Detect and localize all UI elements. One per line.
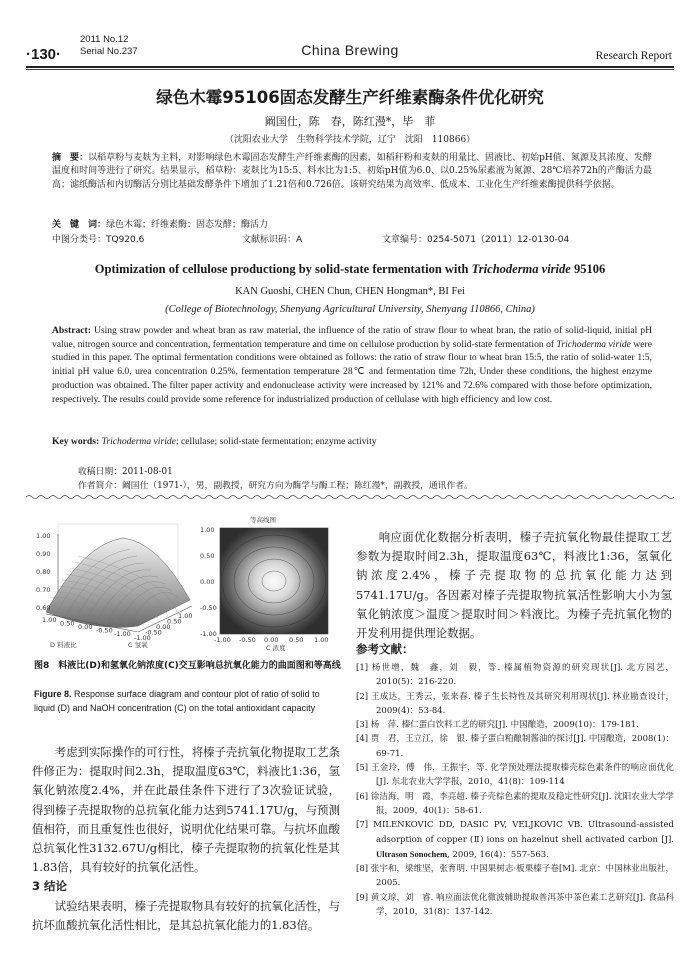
- figure-caption-en-lead: Figure 8.: [34, 689, 72, 699]
- section-label: Research Report: [595, 50, 672, 62]
- surface-c-tick: -1.00: [134, 634, 151, 642]
- figure-caption-en: [34, 688, 342, 715]
- reference-item-7: [356, 818, 674, 862]
- surface-axis-d-label: D 料液比: [50, 641, 77, 649]
- reference-7-tail: , 2009, 16(4)：557-563.: [447, 849, 549, 860]
- surface-y-tick: 1.00: [36, 532, 51, 540]
- author-intro: 作者简介：阚国仕（1971-），男，副教授，研究方向为酶学与酶工程；陈红漫*，副教授，通讯作者。: [78, 481, 473, 491]
- surface-y-tick: 0.60: [36, 604, 51, 612]
- conclusion-paragraph: 试验结果表明，榛子壳提取物具有较好的抗氧化活性，与抗坏血酸抗氧化活性相比，是其总抗氧化能力的1.83倍。: [32, 898, 340, 932]
- reference-item: [9] 黄文琼，刘 睿. 响应面法优化微波辅助提取普洱茶中茶色素工艺研究[J]. 食品科学，2010，31(8)：137-142.: [356, 892, 674, 918]
- authors-en: KAN Guoshi, CHEN Chun, CHEN Hongman*, BI Fei: [235, 286, 465, 297]
- surface-d-tick: 1.00: [42, 616, 57, 624]
- reference-item: [3] 杨 萍. 榛仁蛋白饮料工艺的研究[J]. 中国酿造，2009(10)：179-181.: [356, 720, 639, 731]
- abstract-en-part1: Using straw powder and wheat bran as raw material, the influence of the ratio of straw flour to wheat bran, the ratio of solid-liquid, initial pH value, nitrogen source and concentration, fermentation temperature and time on cellulose production by solid-state fermentation of: [52, 325, 652, 350]
- header-rule-thin: [26, 69, 674, 70]
- document-code: 文献标识码：A: [242, 235, 303, 245]
- surface-y-tick: 0.80: [36, 568, 51, 576]
- issue-number: 2011 No.12: [80, 34, 129, 45]
- title-en-species: Trichoderma viride: [471, 262, 571, 276]
- affiliation-cn: （沈阳农业大学 生物科学技术学院，辽宁 沈阳 110866）: [224, 135, 476, 145]
- references-heading: 参考文献：: [356, 642, 414, 656]
- surface-c-tick: 1.00: [178, 612, 193, 620]
- contour-y-tick: 0.00: [200, 578, 215, 586]
- class-number: 中图分类号：TQ920.6: [52, 235, 145, 245]
- surface-plot: [36, 524, 192, 649]
- reference-7-journal: Ultrason Sonochem: [376, 848, 448, 859]
- abstract-cn-label: 摘 要：: [52, 153, 89, 163]
- reference-item: [6] 徐洁海，明 霞，李亮超. 榛子壳棕色素的提取及稳定性研究[J]. 沈阳农业大学学报，2009，40(1)：58-61.: [356, 791, 674, 816]
- article-number: 文章编号：0254-5071（2011）12-0130-04: [382, 235, 570, 245]
- contour-y-tick: 0.50: [200, 552, 215, 560]
- figure-8: [28, 514, 338, 652]
- keywords-cn-label: 关 键 词：: [52, 220, 107, 230]
- surface-d-tick: 0.00: [78, 623, 93, 631]
- abstract-cn-text: 以稻草粉与麦麸为主料，对影响绿色木霉固态发酵生产纤维素酶的因素，如稻秆粉和麦麸的用量比、固液比、初始pH值、氮源及其浓度、发酵温度和时间等进行了研究。结果显示，稻草粉：麦麸比为15:5、料水比为1:5、初始pH值为6.0、以0.25%尿素液为氮源、28℃培养72h的产酶活力最高；滤纸酶活和内切酶活分别比基础发酵条件下增加了1.21倍和0.726倍。该研究结果为高效率、低成本、工业化生产纤维素酶提供科学依据。: [52, 153, 652, 190]
- reference-list: [356, 661, 674, 919]
- keywords-en-species: Trichoderma viride: [101, 436, 176, 447]
- contour-x-tick: -1.00: [214, 636, 231, 644]
- surface-y-tick: 0.90: [36, 550, 51, 558]
- verification-paragraph: 考虑到实际操作的可行性，将榛子壳抗氧化物提取工艺条件修正为：提取时间2.3h，提取温度63℃，料液比1:36，氢氧化钠浓度2.4%，并在此最佳条件下进行了3次验证试验，得到榛子壳提取物的总抗氧化能力达到5741.17U/g，与预测值相符，而且重复性也很好，说明优化结果可靠。与抗坏血酸总抗氧化性3132.67U/g相比，榛子壳提取物的抗氧化性是其1.83倍，具有较好的抗氧化活性。: [32, 745, 340, 875]
- summary-paragraph: 响应面优化数据分析表明，榛子壳抗氧化物最佳提取工艺参数为提取时间2.3h，提取温度63℃，料液比1:36，氢氧化钠浓度2.4%，榛子壳提取物的总抗氧化能力达到5741.17U/g。各因素对榛子壳提取物抗氧活性影响大小为氢氧化钠浓度＞温度＞提取时间＞料液比。为榛子壳抗氧化物的开发利用提供理论数据。: [356, 530, 672, 641]
- reference-7-text: [7] MILENKOVIC DD, DASIC PV, VELJKOVIC VB. Ultrasound-assisted adsorption of copper (Ⅱ) ions on hazelnut shell activated carbon [J].: [356, 820, 674, 845]
- reference-item: [8] 张宇和，梁维坚，张育明. 中国果树志·板栗榛子卷[M]. 北京：中国林业出版社，2005.: [356, 864, 674, 889]
- contour-x-tick: 0.00: [264, 636, 279, 644]
- keywords-cn: [52, 219, 652, 232]
- header-rule: [26, 66, 674, 68]
- contour-x-tick: -0.50: [239, 636, 256, 644]
- left-column: [32, 743, 340, 935]
- reference-item: [2] 王成达，王秀云，张来春. 榛子生长特性及其研究利用现状[J]. 林业勘查设计，2009(4)：53-84.: [356, 691, 674, 716]
- abstract-cn: [52, 152, 652, 192]
- figure-caption-cn: 图8 料液比(D)和氢氧化钠浓度(C)交互影响总抗氧化能力的曲面图和等高线: [34, 661, 341, 671]
- surface-axis-c-label: C 氢氧: [128, 641, 148, 649]
- reference-item: [1] 杨世增，魏 鑫，刘 毅，等. 榛属植物资源的研究现状[J]. 北方园艺，2010(5)：216-220.: [356, 663, 674, 688]
- serial-number: Serial No.237: [80, 46, 138, 57]
- contour-y-tick: -0.50: [200, 604, 217, 612]
- surface-d-tick: -1.00: [114, 630, 131, 638]
- abstract-en-species: Trichoderma viride: [556, 338, 631, 350]
- keywords-cn-text: 绿色木霉；纤维素酶；固态发酵；酶活力: [106, 220, 269, 230]
- abstract-en: [52, 324, 652, 406]
- surface-y-tick: 0.70: [36, 586, 51, 594]
- keywords-en-label: Key words:: [52, 436, 100, 447]
- footnote-block: [78, 465, 473, 493]
- figure-caption-en-text: Response surface diagram and contour plot of ratio of solid to liquid (D) and NaOH concentration (C) on the total antioxidant capacity: [34, 689, 320, 713]
- abstract-en-part2: were studied in this paper. The optimal fermentation conditions were obtained as follows: the ratio of straw flour to wheat bran 15:5, the ratio of solid-water 1:5, initial pH value 6.0, urea concentration 0.25%, fermentation temperature 28℃ and fermentation time 72h, Under these conditions, the highest enzyme production was obtained. The filter paper activity and endonuclease activity were increased by 121% and 72.6% compared with those before optimization, respectively. The results could provide some reference for industrialized production of cellulase with high efficiency and low cost.: [52, 338, 652, 405]
- keywords-en: [52, 435, 652, 448]
- authors-cn: 阚国仕，陈 春，陈红漫*，毕 菲: [264, 115, 436, 128]
- reference-item: [4] 贾 君，王立江，徐 银. 榛子蛋白粕酿制酱油的探讨[J]. 中国酿造，2008(1)：69-71.: [356, 734, 674, 759]
- conclusion-heading: 3 结论: [32, 879, 68, 894]
- wavy-divider: [26, 494, 674, 500]
- contour-axis-c-label: C 浓度: [266, 644, 286, 652]
- surface-mesh: [46, 538, 193, 627]
- title-en-main: Optimization of cellulose productiong by solid-state fermentation with: [94, 262, 469, 276]
- title-en-strain: 95106: [573, 262, 606, 276]
- surface-c-tick: 0.50: [167, 617, 182, 626]
- keywords-en-rest: ; cellulase; solid-state fermentation; enzyme activity: [175, 436, 377, 447]
- surface-c-tick: -0.50: [145, 628, 162, 637]
- surface-d-tick: 0.50: [60, 619, 75, 628]
- right-column: [356, 528, 672, 643]
- contour-plot: [200, 515, 328, 652]
- contour-title: 等高线图: [250, 516, 276, 524]
- received-date: 收稿日期：2011-08-01: [78, 467, 173, 477]
- journal-name: China Brewing: [301, 42, 399, 58]
- page-number: ·130·: [26, 46, 62, 63]
- affiliation-en: (College of Biotechnology, Shenyang Agricultural University, Shenyang 110866, China): [165, 304, 535, 315]
- contour-y-tick: -1.00: [200, 630, 217, 638]
- surface-d-tick: -0.50: [96, 626, 113, 635]
- abstract-en-label: Abstract:: [52, 325, 91, 336]
- contour-x-tick: 1.00: [314, 636, 329, 644]
- article-title-cn: 绿色木霉95106固态发酵生产纤维素酶条件优化研究: [156, 88, 544, 107]
- contour-x-tick: 0.50: [289, 636, 304, 644]
- surface-c-tick: 0.00: [156, 623, 171, 631]
- contour-area: [220, 528, 328, 634]
- article-title-en: [0, 262, 700, 277]
- reference-item: [5] 王金玲，傅 伟，王振宇，等. 化学预处理法提取榛壳棕色素条件的响应面优化[J]. 东北农业大学学报，2010，41(8)：109-114: [356, 763, 674, 788]
- contour-y-tick: 1.00: [200, 526, 215, 534]
